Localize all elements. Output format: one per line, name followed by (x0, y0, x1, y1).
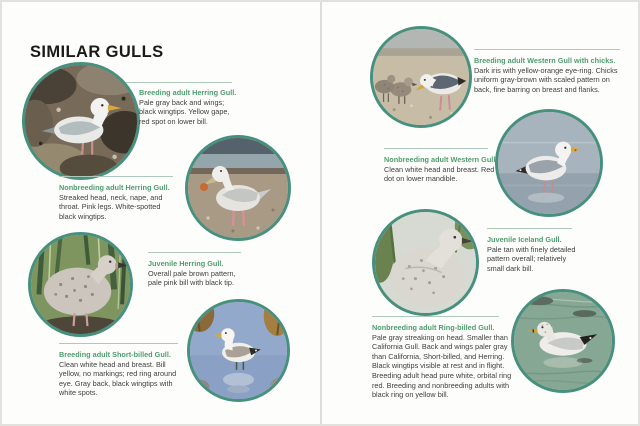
photo-ring-billed-gull (511, 289, 615, 393)
caption-nonbreeding-western-gull (384, 155, 498, 184)
caption-body: Clean white head and breast. Bill yellow, no markings; red ring around eye. Gray back, black wingtips with white spots. (59, 359, 177, 398)
caption-heading: Juvenile Herring Gull. (148, 259, 224, 268)
photo-nonbreeding-herring-gull (185, 135, 291, 241)
photo-western-gull-chicks (370, 26, 472, 128)
caption-heading: Nonbreeding adult Western Gull. (384, 155, 498, 164)
photo-short-billed-gull (187, 299, 290, 402)
leader-line (59, 343, 178, 344)
caption-juvenile-herring-gull (148, 259, 251, 288)
caption-body: Clean white head and breast. Red dot on lower mandible. (384, 164, 495, 184)
caption-body: Dark iris with yellow-orange eye-ring. Chicks uniform gray-brown with scaled pattern on back, fine barring on breast and flanks. (474, 65, 618, 94)
photo-nonbreeding-western-gull (495, 109, 603, 217)
caption-heading: Breeding adult Herring Gull. (139, 88, 237, 97)
page-title: SIMILAR GULLS (30, 43, 164, 62)
gull-photo-rocks (25, 65, 137, 177)
caption-western-gull-chicks (474, 56, 626, 94)
gull-photo-wet-sand (498, 112, 600, 214)
leader-line (59, 176, 173, 177)
gull-photo-blue-water (190, 302, 287, 399)
leader-line (474, 49, 620, 50)
caption-body: Pale gray streaking on head. Smaller than California Gull. Back and wings paler gray than California, Short-billed, and Herring. Black wingtips visible at rest and in flight. Breeding adult head pure white, orbital ring red. Breeding and nonbreeding adults with black ring on yellow bill. (372, 332, 512, 400)
caption-body: Overall pale brown pattern, pale pink bill with black tip. (148, 268, 236, 288)
gull-photo-beach (188, 138, 288, 238)
caption-body: Pale gray back and wings; black wingtips. Yellow gape, red spot on lower bill. (139, 97, 230, 126)
caption-body: Streaked head, neck, nape, and throat. Pink legs. White-spotted black wingtips. (59, 192, 163, 221)
photo-juvenile-herring-gull (28, 232, 133, 337)
caption-heading: Nonbreeding adult Herring Gull. (59, 183, 170, 192)
caption-breeding-herring-gull (139, 88, 239, 126)
page-divider (320, 2, 322, 426)
caption-heading: Breeding adult Short-billed Gull. (59, 350, 171, 359)
caption-body: Pale tan with finely detailed pattern overall; relatively small dark bill. (487, 244, 576, 273)
gull-photo-grass (31, 235, 130, 334)
caption-heading: Breeding adult Western Gull with chicks. (474, 56, 616, 65)
leader-line (372, 316, 499, 317)
photo-juvenile-iceland-gull (372, 209, 479, 316)
gull-photo-beach-chicks (373, 29, 469, 125)
caption-nonbreeding-herring-gull (59, 183, 179, 221)
leader-line (487, 228, 572, 229)
photo-breeding-herring-gull (22, 62, 140, 180)
caption-heading: Nonbreeding adult Ring-billed Gull. (372, 323, 495, 332)
leader-line (148, 252, 241, 253)
caption-juvenile-iceland-gull (487, 235, 584, 273)
gull-photo-teal-water (514, 292, 612, 390)
caption-heading: Juvenile Iceland Gull. (487, 235, 562, 244)
caption-ring-billed-gull (372, 323, 512, 400)
caption-short-billed-gull (59, 350, 186, 398)
leader-line (126, 82, 232, 83)
gull-photo-pale-closeup (375, 212, 476, 313)
leader-line (384, 148, 488, 149)
